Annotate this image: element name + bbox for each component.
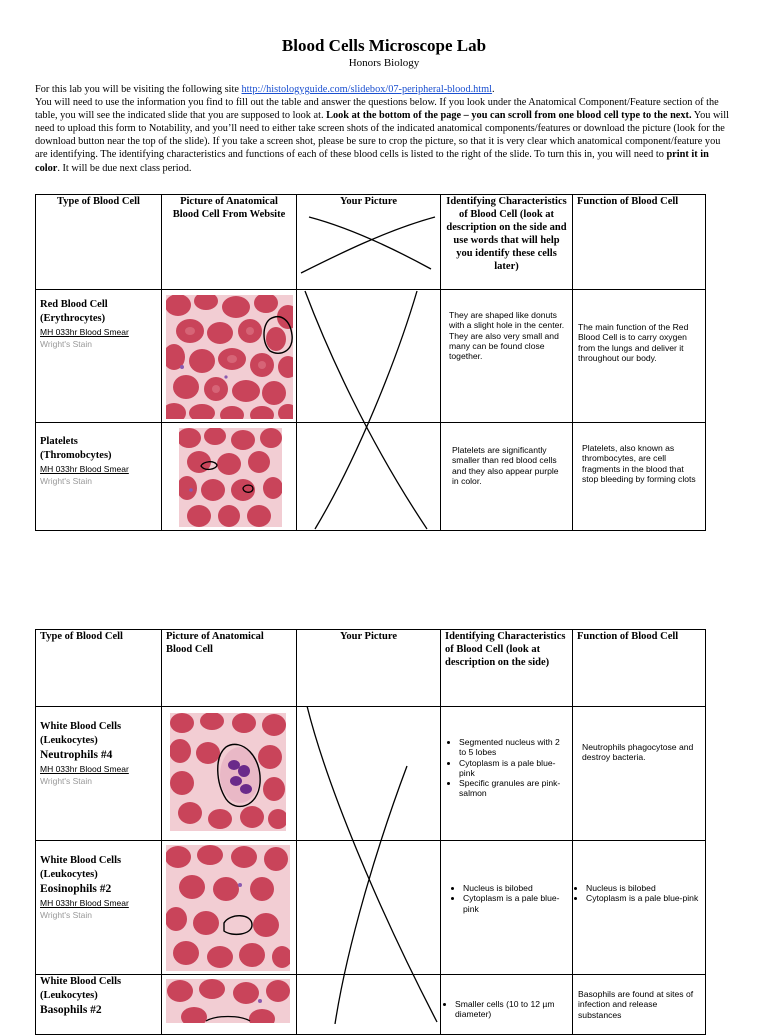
rbc-micrograph: [166, 295, 293, 419]
cell-type-name: [36, 423, 161, 463]
header-picture: Picture of Anatomical Blood Cell: [166, 631, 264, 655]
cell-name-line: White Blood Cells: [40, 976, 122, 987]
intro-paragraph: [35, 83, 735, 175]
cell-name-line: Basophils #2: [40, 1004, 102, 1016]
list-item: • Specific granules are pink-salmon: [459, 778, 568, 799]
cell-type-name: [36, 975, 161, 1018]
header-your-picture: Your Picture: [339, 631, 398, 642]
eosinophil-micrograph: [166, 845, 290, 971]
cell-type-name: [36, 841, 161, 897]
table-row: [36, 707, 706, 841]
intro-bold-1: Look at the bottom of the page – you can scroll from one blood cell type to the next.: [326, 110, 692, 122]
intro-bold-2: print it in color: [35, 149, 709, 174]
cell-name-line: (Leukocytes): [40, 735, 98, 746]
function-text: Neutrophils phagocytose and destroy bacteria.: [582, 742, 694, 763]
list-item: • Cytoplasm is a pale blue-pink: [459, 758, 568, 779]
header-characteristics: Identifying Characteristics of Blood Cell (look at description on the side): [445, 631, 566, 668]
cell-name-line: (Thromobcytes): [40, 450, 112, 461]
function-text: Platelets, also known as thrombocytes, are cell fragments in the blood that stop bleeding by forming clots: [582, 443, 696, 484]
cell-name-line: (Erythrocytes): [40, 313, 106, 324]
slide-source-link[interactable]: MH 033hr Blood Smear: [40, 898, 129, 908]
characteristics-list: [441, 707, 572, 799]
characteristics-list: [441, 841, 572, 914]
platelet-micrograph: [179, 428, 282, 527]
header-your-picture: Your Picture: [339, 196, 398, 207]
slide-source-link[interactable]: MH 033hr Blood Smear: [40, 464, 129, 474]
cell-name-line: Platelets: [40, 436, 78, 447]
neutrophil-micrograph: [170, 713, 286, 831]
cell-name-line: Eosinophils #2: [40, 883, 112, 895]
stain-label: Wright's Stain: [40, 910, 93, 920]
table-row: [36, 841, 706, 975]
function-text: The main function of the Red Blood Cell is to carry oxygen from the lungs and deliver it throughout our body.: [578, 322, 689, 363]
stain-label: Wright's Stain: [40, 476, 93, 486]
table-row: [36, 975, 706, 1035]
table-row: [36, 290, 706, 423]
intro-text-1: You will need to use the information you find to fill out the table and answer the questions below. If you look under the Anatomical Component/Feature section of the table, you will see the indicated slide that you are supposed to look at.: [35, 97, 719, 122]
list-item: • Cytoplasm is a pale blue-pink: [586, 893, 701, 903]
header-function: Function of Blood Cell: [577, 631, 679, 642]
table-1: [35, 194, 706, 531]
list-item: • Nucleus is bilobed: [463, 883, 568, 893]
header-type: Type of Blood Cell: [40, 631, 123, 642]
cell-name-line: (Leukocytes): [40, 869, 98, 880]
header-characteristics: Identifying Characteristics of Blood Cell (look at description on the side and use words that will help you identify these cells later): [446, 196, 567, 272]
list-item: • Cytoplasm is a pale blue-pink: [463, 893, 568, 914]
header-picture-website: Picture of Anatomical Blood Cell From Website: [172, 196, 286, 220]
intro-lead: For this lab you will be visiting the following site: [35, 84, 242, 95]
intro-period: .: [492, 84, 495, 95]
slide-source-link[interactable]: MH 033hr Blood Smear: [40, 764, 129, 774]
table-2-header-row: [36, 630, 706, 707]
function-text: Basophils are found at sites of infection and release substances: [578, 989, 694, 1020]
cell-name-line: Red Blood Cell: [40, 299, 108, 310]
basophil-micrograph: [166, 979, 290, 1023]
stain-label: Wright's Stain: [40, 776, 93, 786]
function-list: [573, 841, 705, 904]
handdrawn-x-mark: [297, 195, 441, 290]
list-item: • Smaller cells (10 to 12 µm diameter): [455, 999, 568, 1020]
list-item: • Nucleus is bilobed: [586, 883, 701, 893]
table-2: [35, 629, 706, 1035]
page-title: Blood Cells Microscope Lab: [281, 36, 487, 55]
stain-label: Wright's Stain: [40, 339, 93, 349]
header-type: Type of Blood Cell: [57, 196, 140, 207]
intro-text-3: . It will be due next class period.: [57, 162, 192, 174]
characteristics-text: They are shaped like donuts with a slight hole in the center. They are also very small and many can be found close together.: [449, 310, 565, 362]
page-subtitle: Honors Biology: [348, 57, 420, 69]
intro-text-2: You will need to upload this form to Notability, and you’ll need to either take screen shots of the indicated anatomical components/features or download the picture (look for the download button near the top of the slide). If you take a screen shot, please be sure to crop the picture, so that it is very clear which anatomical component/feature you are identifying. The identifying characteristics and functions of each of these blood cells is listed to the right of the slide. To turn this in, you will need to: [35, 110, 730, 161]
cell-name-line: Neutrophils #4: [40, 749, 113, 761]
histology-link[interactable]: http://histologyguide.com/slidebox/07-peripheral-blood.html: [241, 84, 493, 95]
table-row: [36, 423, 706, 531]
slide-source-link[interactable]: MH 033hr Blood Smear: [40, 327, 129, 337]
cell-type-name: [36, 707, 161, 763]
header-function: Function of Blood Cell: [577, 196, 679, 207]
characteristics-text: Platelets are significantly smaller than red blood cells and they also appear purple in color.: [452, 445, 559, 486]
cell-name-line: White Blood Cells: [40, 855, 122, 866]
list-item: • Segmented nucleus with 2 to 5 lobes: [459, 737, 568, 758]
table-1-header-row: [36, 195, 706, 290]
cell-type-name: [36, 290, 161, 326]
characteristics-list: [441, 975, 572, 1020]
cell-name-line: (Leukocytes): [40, 990, 98, 1001]
cell-name-line: White Blood Cells: [40, 721, 122, 732]
